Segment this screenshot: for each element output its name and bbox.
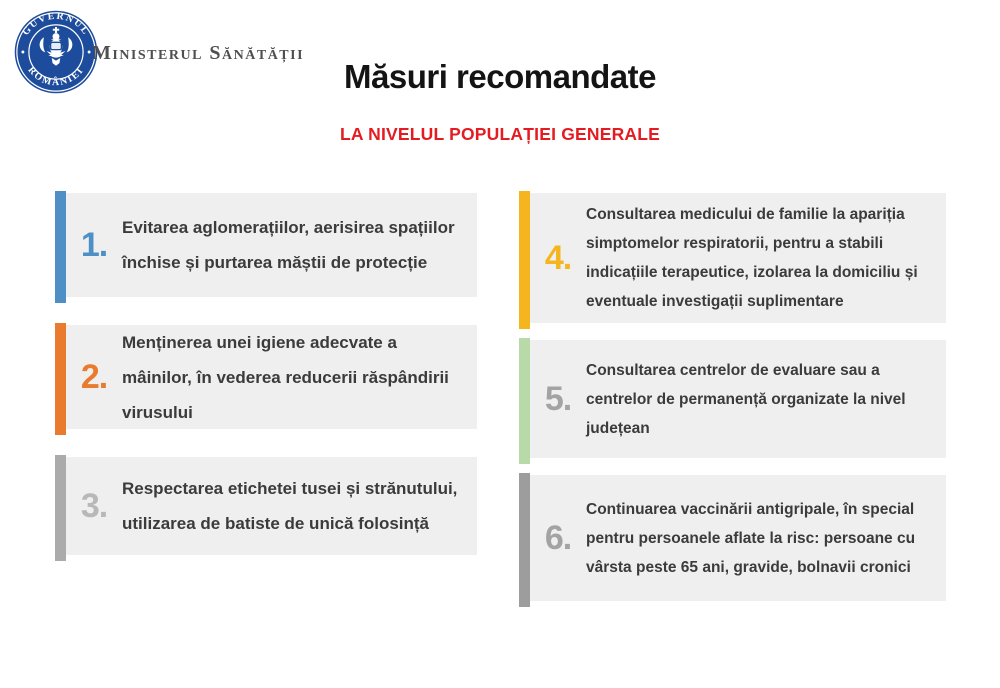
measure-card-3 (55, 457, 477, 555)
measure-number: 6. (544, 518, 572, 557)
measures-column-left (55, 193, 477, 555)
measure-text: Evitarea aglomerațiilor, aerisirea spațiilor închise și purtarea măștii de protecție (122, 218, 455, 272)
measure-accent-bar (519, 338, 530, 464)
measure-card-2 (55, 325, 477, 429)
measure-accent-bar (519, 473, 530, 607)
measure-text: Respectarea etichetei tusei și strănutului, utilizarea de batiste de unică folosință (122, 479, 458, 533)
measure-card-6 (519, 475, 946, 601)
measure-number: 4. (544, 238, 572, 277)
svg-text:ROMÂNIEI: ROMÂNIEI (25, 64, 87, 89)
measure-number: 3. (80, 486, 108, 525)
svg-text:GUVERNUL: GUVERNUL (20, 10, 92, 38)
measure-accent-bar (55, 455, 66, 561)
measure-number: 2. (80, 357, 108, 396)
measure-text: Consultarea medicului de familie la apariția simptomelor respiratorii, pentru a stabili indicațiile terapeutice, izolarea la domiciliu și eventuale investigații suplimentare (586, 206, 918, 310)
measure-number: 5. (544, 379, 572, 418)
measure-accent-bar (55, 191, 66, 303)
page-title: Măsuri recomandate (344, 58, 656, 95)
measure-accent-bar (55, 323, 66, 435)
measure-number: 1. (80, 225, 108, 264)
measure-text: Consultarea centrelor de evaluare sau a centrelor de permanență organizate la nivel județean (586, 361, 906, 437)
measure-card-4 (519, 193, 946, 323)
measure-card-1 (55, 193, 477, 297)
measure-accent-bar (519, 191, 530, 329)
ministry-name: Ministerul Sănătății (92, 42, 305, 64)
measure-text: Menținerea unei igiene adecvate a mâinilor, în vederea reducerii răspândirii virusului (122, 332, 449, 422)
measure-card-5 (519, 340, 946, 458)
measures-column-right (519, 193, 946, 601)
measure-text: Continuarea vaccinării antigripale, în special pentru persoanele aflate la risc: persoane cu vârsta peste 65 ani, gravide, bolnavii cronici (586, 500, 916, 576)
page-subtitle: LA NIVELUL POPULAȚIEI GENERALE (339, 124, 661, 144)
